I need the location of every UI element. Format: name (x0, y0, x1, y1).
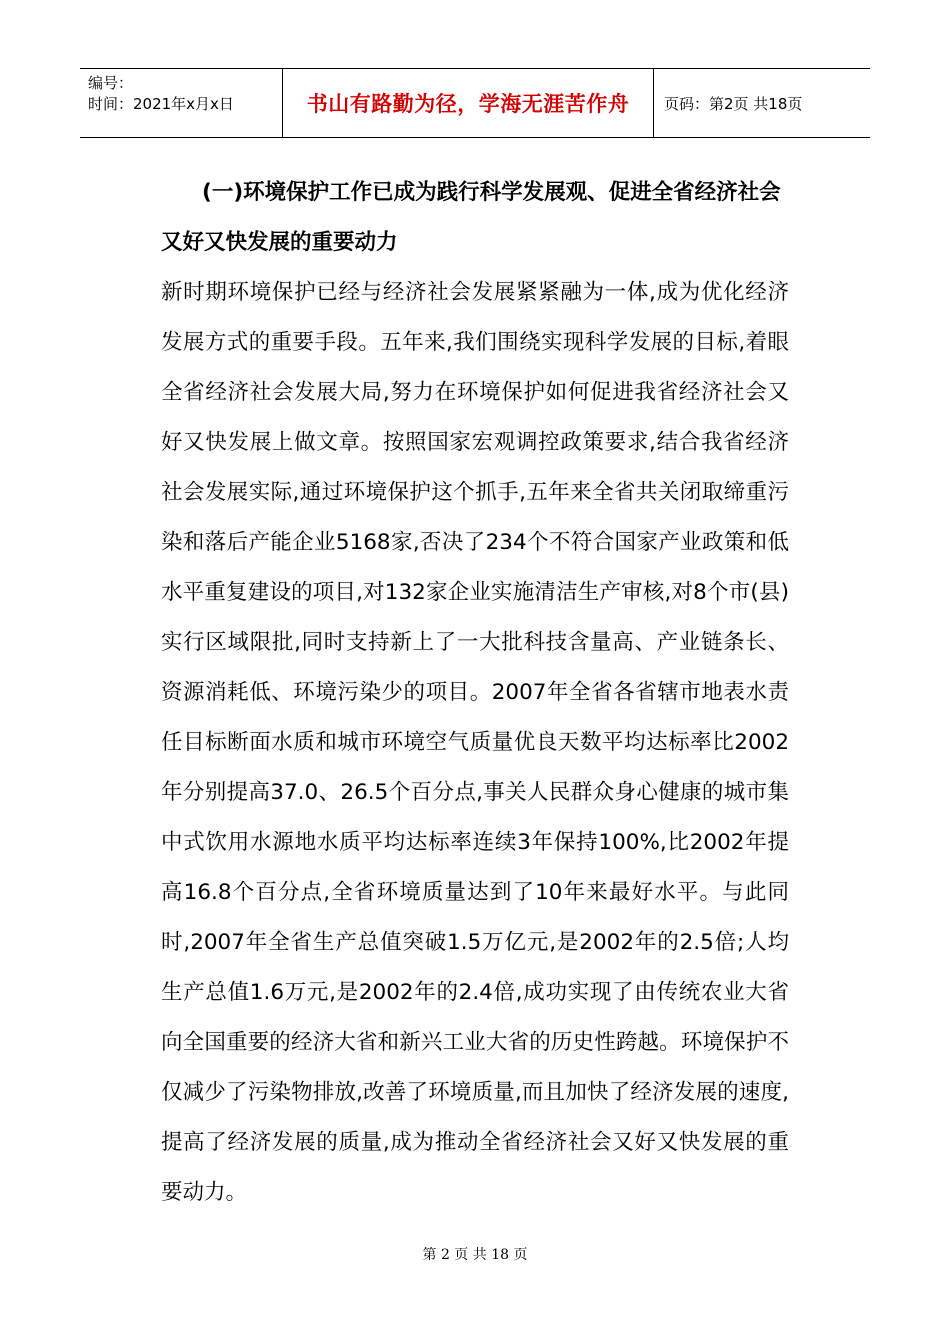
document-body (161, 168, 789, 1218)
page-header (80, 68, 870, 138)
header-meta (80, 69, 282, 137)
header-motto-cell (282, 69, 654, 137)
header-motto: 书山有路勤为径，学海无涯苦作舟 (306, 92, 630, 116)
document-number: 编号： (88, 74, 134, 92)
page-footer: 第 2 页 共 18 页 (422, 1247, 528, 1263)
document-date: 时间：2021年x月x日 (88, 95, 234, 113)
section-heading-text: (一)环境保护工作已成为践行科学发展观、促进全省经济社会又好又快发展的重要动力 (161, 180, 781, 255)
body-paragraph: 新时期环境保护已经与经济社会发展紧紧融为一体,成为优化经济发展方式的重要手段。五年来,我们围绕实现科学发展的目标,着眼全省经济社会发展大局,努力在环境保护如何促进我省经济社会又好又快发展上做文章。按照国家宏观调控政策要求,结合我省经济社会发展实际,通过环境保护这个抓手,五年来全省共关闭取缔重污染和落后产能企业5168家,否决了234个不符合国家产业政策和低水平重复建设的项目,对132家企业实施清洁生产审核,对8个市(县)实行区域限批,同时支持新上了一大批科技含量高、产业链条长、资源消耗低、环境污染少的项目。2007年全省各省辖市地表水责任目标断面水质和城市环境空气质量优良天数平均达标率比2002年分别提高37.0、26.5个百分点,事关人民群众身心健康的城市集中式饮用水源地水质平均达标率连续3年保持100%,比2002年提高16.8个百分点,全省环境质量达到了10年来最好水平。与此同时,2007年全省生产总值突破1.5万亿元,是2002年的2.5倍;人均生产总值1.6万元,是2002年的2.4倍,成功实现了由传统农业大省向全国重要的经济大省和新兴工业大省的历史性跨越。环境保护不仅减少了污染物排放,改善了环境质量,而且加快了经济发展的速度,提高了经济发展的质量,成为推动全省经济社会又好又快发展的重要动力。 (161, 280, 789, 1205)
header-page-info: 页码：第2页 共18页 (664, 94, 803, 113)
section-heading (161, 168, 789, 268)
